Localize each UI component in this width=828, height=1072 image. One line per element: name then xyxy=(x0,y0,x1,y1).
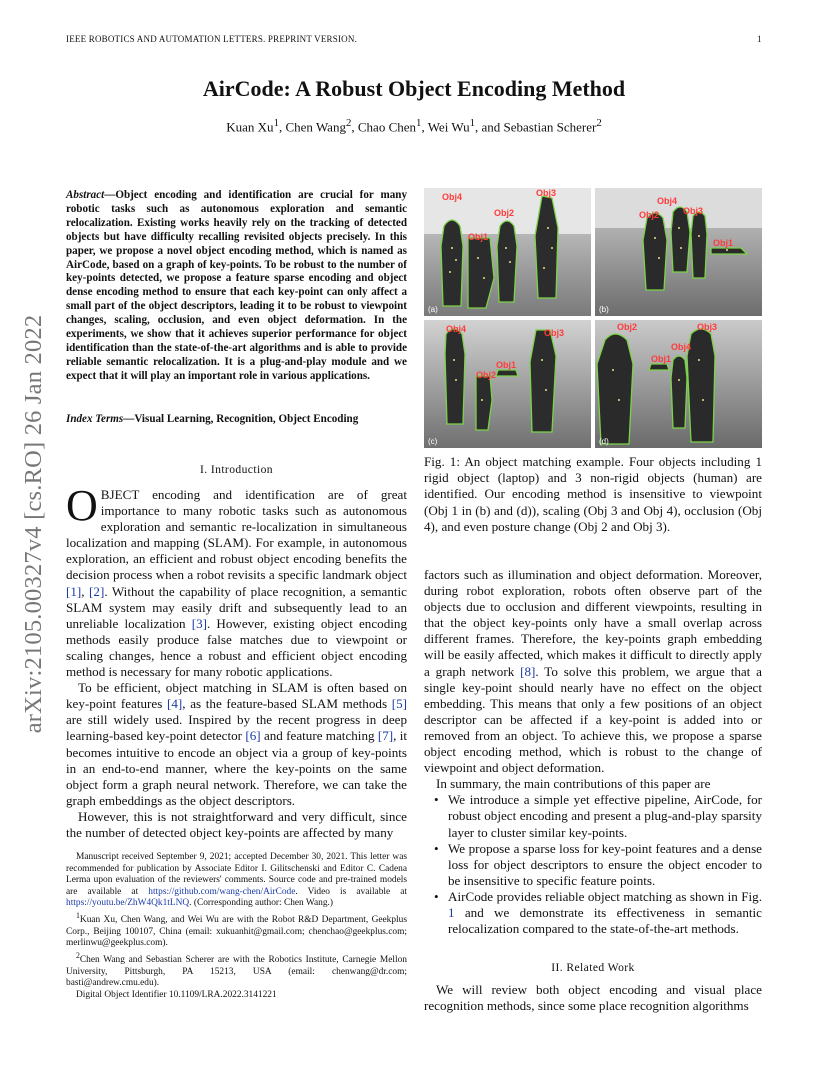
figure-panel-d xyxy=(595,320,762,448)
figure-caption: Fig. 1: An object matching example. Four objects including 1 rigid object (laptop) and 3 non-rigid objects (human) are identified. Our encoding method is insensitive to viewpoint (Obj 1 in (b) and (d)), scaling (Obj 3 and Obj 4), occlusion (Obj 4), and even posture change (Obj 2 and Obj 3). xyxy=(424,454,762,534)
video-link[interactable]: https://youtu.be/ZhW4Qk1tLNQ xyxy=(66,898,190,909)
author-affiliation: 1 xyxy=(469,117,476,129)
footnote-mark: 1 xyxy=(76,910,80,920)
object-label: Obj1 xyxy=(468,232,489,242)
text-run: , it becomes intuitive to encode an object via a group of key-points in an end-to-end manner, where the key-points on the same object form a graph neural network. Therefore, we can take the graph embeddings as the object descriptors. xyxy=(66,728,407,808)
text-run: , as the feature-based SLAM methods xyxy=(182,696,392,712)
author-affiliation: 2 xyxy=(345,117,352,129)
drop-cap: O xyxy=(66,481,98,530)
citation-link[interactable]: [5] xyxy=(391,696,407,712)
list-item: • We propose a sparse loss for key-point features and a dense loss for object descriptors to ensure the object encoder to be insensitive to specific feature points. xyxy=(424,841,762,889)
figure-panel-b xyxy=(595,188,762,316)
affiliation-note xyxy=(66,910,407,950)
paragraph: However, this is not straightforward and very difficult, since the number of detected object key-points are affected by many xyxy=(66,808,407,840)
object-label: Obj3 xyxy=(544,328,565,338)
code-link[interactable]: https://github.com/wang-chen/AirCode xyxy=(148,886,296,897)
panel-label: (b) xyxy=(599,305,609,314)
section-heading: II. Related Work xyxy=(551,961,635,974)
paragraph: We will review both object encoding and visual place recognition methods, since some place recognition algorithms xyxy=(424,982,762,1014)
paragraph: In summary, the main contributions of this paper are xyxy=(436,776,711,792)
paragraph xyxy=(424,567,762,776)
text-run: and we demonstrate its effectiveness in semantic relocalization compared to the state-of-the-art methods. xyxy=(448,904,762,937)
panel-label: (d) xyxy=(599,437,609,446)
object-label: Obj3 xyxy=(536,188,557,198)
text-run: Kuan Xu, Chen Wang, and Wei Wu are with the Robot R&D Department, Geekplus Corp., Beijing 100107, China (email: xukuanhit@gmail.com; chenchao@geekplus.com; merlinwu@geekplus.com). xyxy=(66,915,407,949)
text-run: . However, existing object encoding methods easily produce false matches due to viewpoint or scaling changes, hence a robust and efficient object encoding method is necessary for many robotic applications. xyxy=(66,615,407,680)
text-run: . Without the capability of place recognition, a semantic SLAM system may easily drift and subsequently lead to an unreliable localization xyxy=(66,583,407,631)
related-work-text xyxy=(424,982,762,1014)
manuscript-note xyxy=(66,852,407,910)
text-run: and feature matching xyxy=(260,728,378,744)
right-column-text xyxy=(424,567,762,937)
author-name: Chao Chen xyxy=(357,119,417,135)
text-run: . To solve this problem, we argue that a single key-point should nearly have no effect on the object embedding. This means that only a few positions of an object descriptor can be affected if a key-point is added into or removed from an object. To achieve this, we propose a sparse object encoding method, which is robust to the change of viewpoint and object deformation. xyxy=(424,663,762,776)
panel-c-image xyxy=(424,320,591,448)
running-header: IEEE ROBOTICS AND AUTOMATION LETTERS. PREPRINT VERSION. xyxy=(66,34,358,44)
figure-ref-link[interactable]: 1 xyxy=(448,904,455,920)
figure-panel-c xyxy=(424,320,591,448)
footnotes xyxy=(66,852,407,1001)
paper-title: AirCode: A Robust Object Encoding Method xyxy=(202,76,626,101)
index-terms-label: Index Terms xyxy=(66,413,124,425)
object-label: Obj1 xyxy=(651,354,672,364)
abstract xyxy=(66,189,407,384)
footnote-mark: 2 xyxy=(76,950,80,960)
arxiv-stamp xyxy=(8,292,60,756)
object-label: Obj2 xyxy=(476,370,497,380)
author-name: Chen Wang xyxy=(285,119,346,135)
text-run: AirCode provides reliable object matching as shown in Fig. xyxy=(448,888,762,904)
index-terms-text: —Visual Learning, Recognition, Object Encoding xyxy=(123,413,359,425)
author-affiliation: 1 xyxy=(416,117,422,129)
citation-link[interactable]: [2] xyxy=(89,583,105,599)
object-label: Obj2 xyxy=(494,208,515,218)
panel-d-image xyxy=(595,320,762,448)
citation-link[interactable]: [6] xyxy=(245,728,261,744)
text-run: , xyxy=(81,583,90,599)
introduction-text xyxy=(66,481,407,841)
text-run: BJECT encoding and identification are of great importance to many robotic tasks such as autonomous exploration and semantic re-localization in simultaneous localization and mapping (SLAM). For example, in autonomous exploration, an efficient and robust object encoding benefits the decision process when a robot revisits a specific landmark object xyxy=(66,487,407,583)
abstract-label: Abstract xyxy=(66,189,105,201)
citation-link[interactable]: [3] xyxy=(191,615,207,631)
citation-link[interactable]: [1] xyxy=(66,583,82,599)
figure-panel-a xyxy=(424,188,591,316)
citation-link[interactable]: [8] xyxy=(520,663,536,679)
list-item: • We introduce a simple yet effective pipeline, AirCode, for robust object encoding and present a plug-and-play sparsity layer to cluster similar key-points. xyxy=(424,792,762,840)
object-label: Obj3 xyxy=(697,322,718,332)
object-label: Obj4 xyxy=(442,192,463,202)
object-label: Obj2 xyxy=(617,322,638,332)
doi-note: Digital Object Identifier 10.1109/LRA.2022.3141221 xyxy=(76,989,277,1000)
author-name: Kuan Xu xyxy=(226,119,274,135)
panel-label: (a) xyxy=(428,305,438,314)
affiliation-note xyxy=(66,950,407,990)
index-terms xyxy=(66,412,407,426)
section-heading: I. Introduction xyxy=(200,463,273,476)
panel-b-image xyxy=(595,188,762,316)
text-run: To be efficient, object matching in SLAM is often based on key-point features xyxy=(66,680,407,712)
contributions-list xyxy=(424,792,762,937)
text-run: Manuscript received September 9, 2021; accepted December 30, 2021. This letter was recommended for publication by Associate Editor I. Gilitschenski and Editor C. Cadena Lerma upon evaluation of the reviewers' comments. Source code and pre-trained models are available at xyxy=(66,852,407,897)
object-label: Obj1 xyxy=(496,360,517,370)
author-affiliation: 2 xyxy=(596,117,602,129)
abstract-text: —Object encoding and identification are crucial for many robotic tasks such as autonomous exploration and semantic relocalization. Existing works heavily rely on the tracking of detected objects but have difficulty recalling revisited objects precisely. In this paper, we propose a novel object encoding method, which is named as AirCode, based on a graph of key-points. To be robust to the number of key-points detected, we propose a feature sparse encoding and object dense encoding method to ensure that each key-point can only affect a small part of the object descriptors, leading it to be robust to viewpoint changes, scaling, occlusion, and even object deformation. In the experiments, we show that it achieves superior performance for object identification than the state-of-the-art algorithms and is able to provide reliable semantic relocalization. It is a plug-and-play module and we expect that it will play an important role in various applications. xyxy=(66,189,407,382)
arxiv-stamp-text: arXiv:2105.00327v4 [cs.RO] 26 Jan 2022 xyxy=(20,314,47,734)
object-label: Obj4 xyxy=(671,342,692,352)
object-label: Obj2 xyxy=(639,210,660,220)
page-number: 1 xyxy=(757,34,762,44)
object-label: Obj3 xyxy=(683,206,704,216)
paragraph xyxy=(66,680,407,809)
citation-link[interactable]: [7] xyxy=(377,728,394,744)
author-list: Kuan Xu$^1$, Chen Wang$^2$, Chao Chen$^1$, Wei Wu$^1$, and Sebastian Scherer$^2$ xyxy=(226,117,602,135)
object-label: Obj1 xyxy=(713,238,734,248)
object-label: Obj4 xyxy=(446,324,467,334)
text-run: factors such as illumination and object deformation. Moreover, during robot exploration, robots often observe part of the objects due to occlusion and different viewpoints, resulting in that the object key-points only have a small overlap across different frames. Therefore, the key-points graph embedding will be easily affected, which makes it difficult to directly apply a graph network xyxy=(424,567,762,679)
author-name: and Sebastian Scherer xyxy=(481,119,597,135)
text-run: Chen Wang and Sebastian Scherer are with the Robotics Institute, Carnegie Mellon University, Pittsburgh, PA 15213, USA (email: chenwang@dr.com; basti@andrew.cmu.edu). xyxy=(66,955,407,989)
figure-1 xyxy=(424,188,762,448)
text-run: are still widely used. Inspired by the recent progress in deep learning-based key-point detector xyxy=(66,712,407,744)
citation-link[interactable]: [4] xyxy=(166,696,183,712)
panel-label: (c) xyxy=(428,437,438,446)
list-item xyxy=(424,889,762,937)
text-run: . Video is available at xyxy=(295,886,408,897)
author-name: Wei Wu xyxy=(427,119,470,135)
text-run: . (Corresponding author: Chen Wang.) xyxy=(189,898,334,909)
author-affiliation: 1 xyxy=(273,117,279,129)
object-label: Obj4 xyxy=(657,196,678,206)
paragraph xyxy=(66,481,407,680)
